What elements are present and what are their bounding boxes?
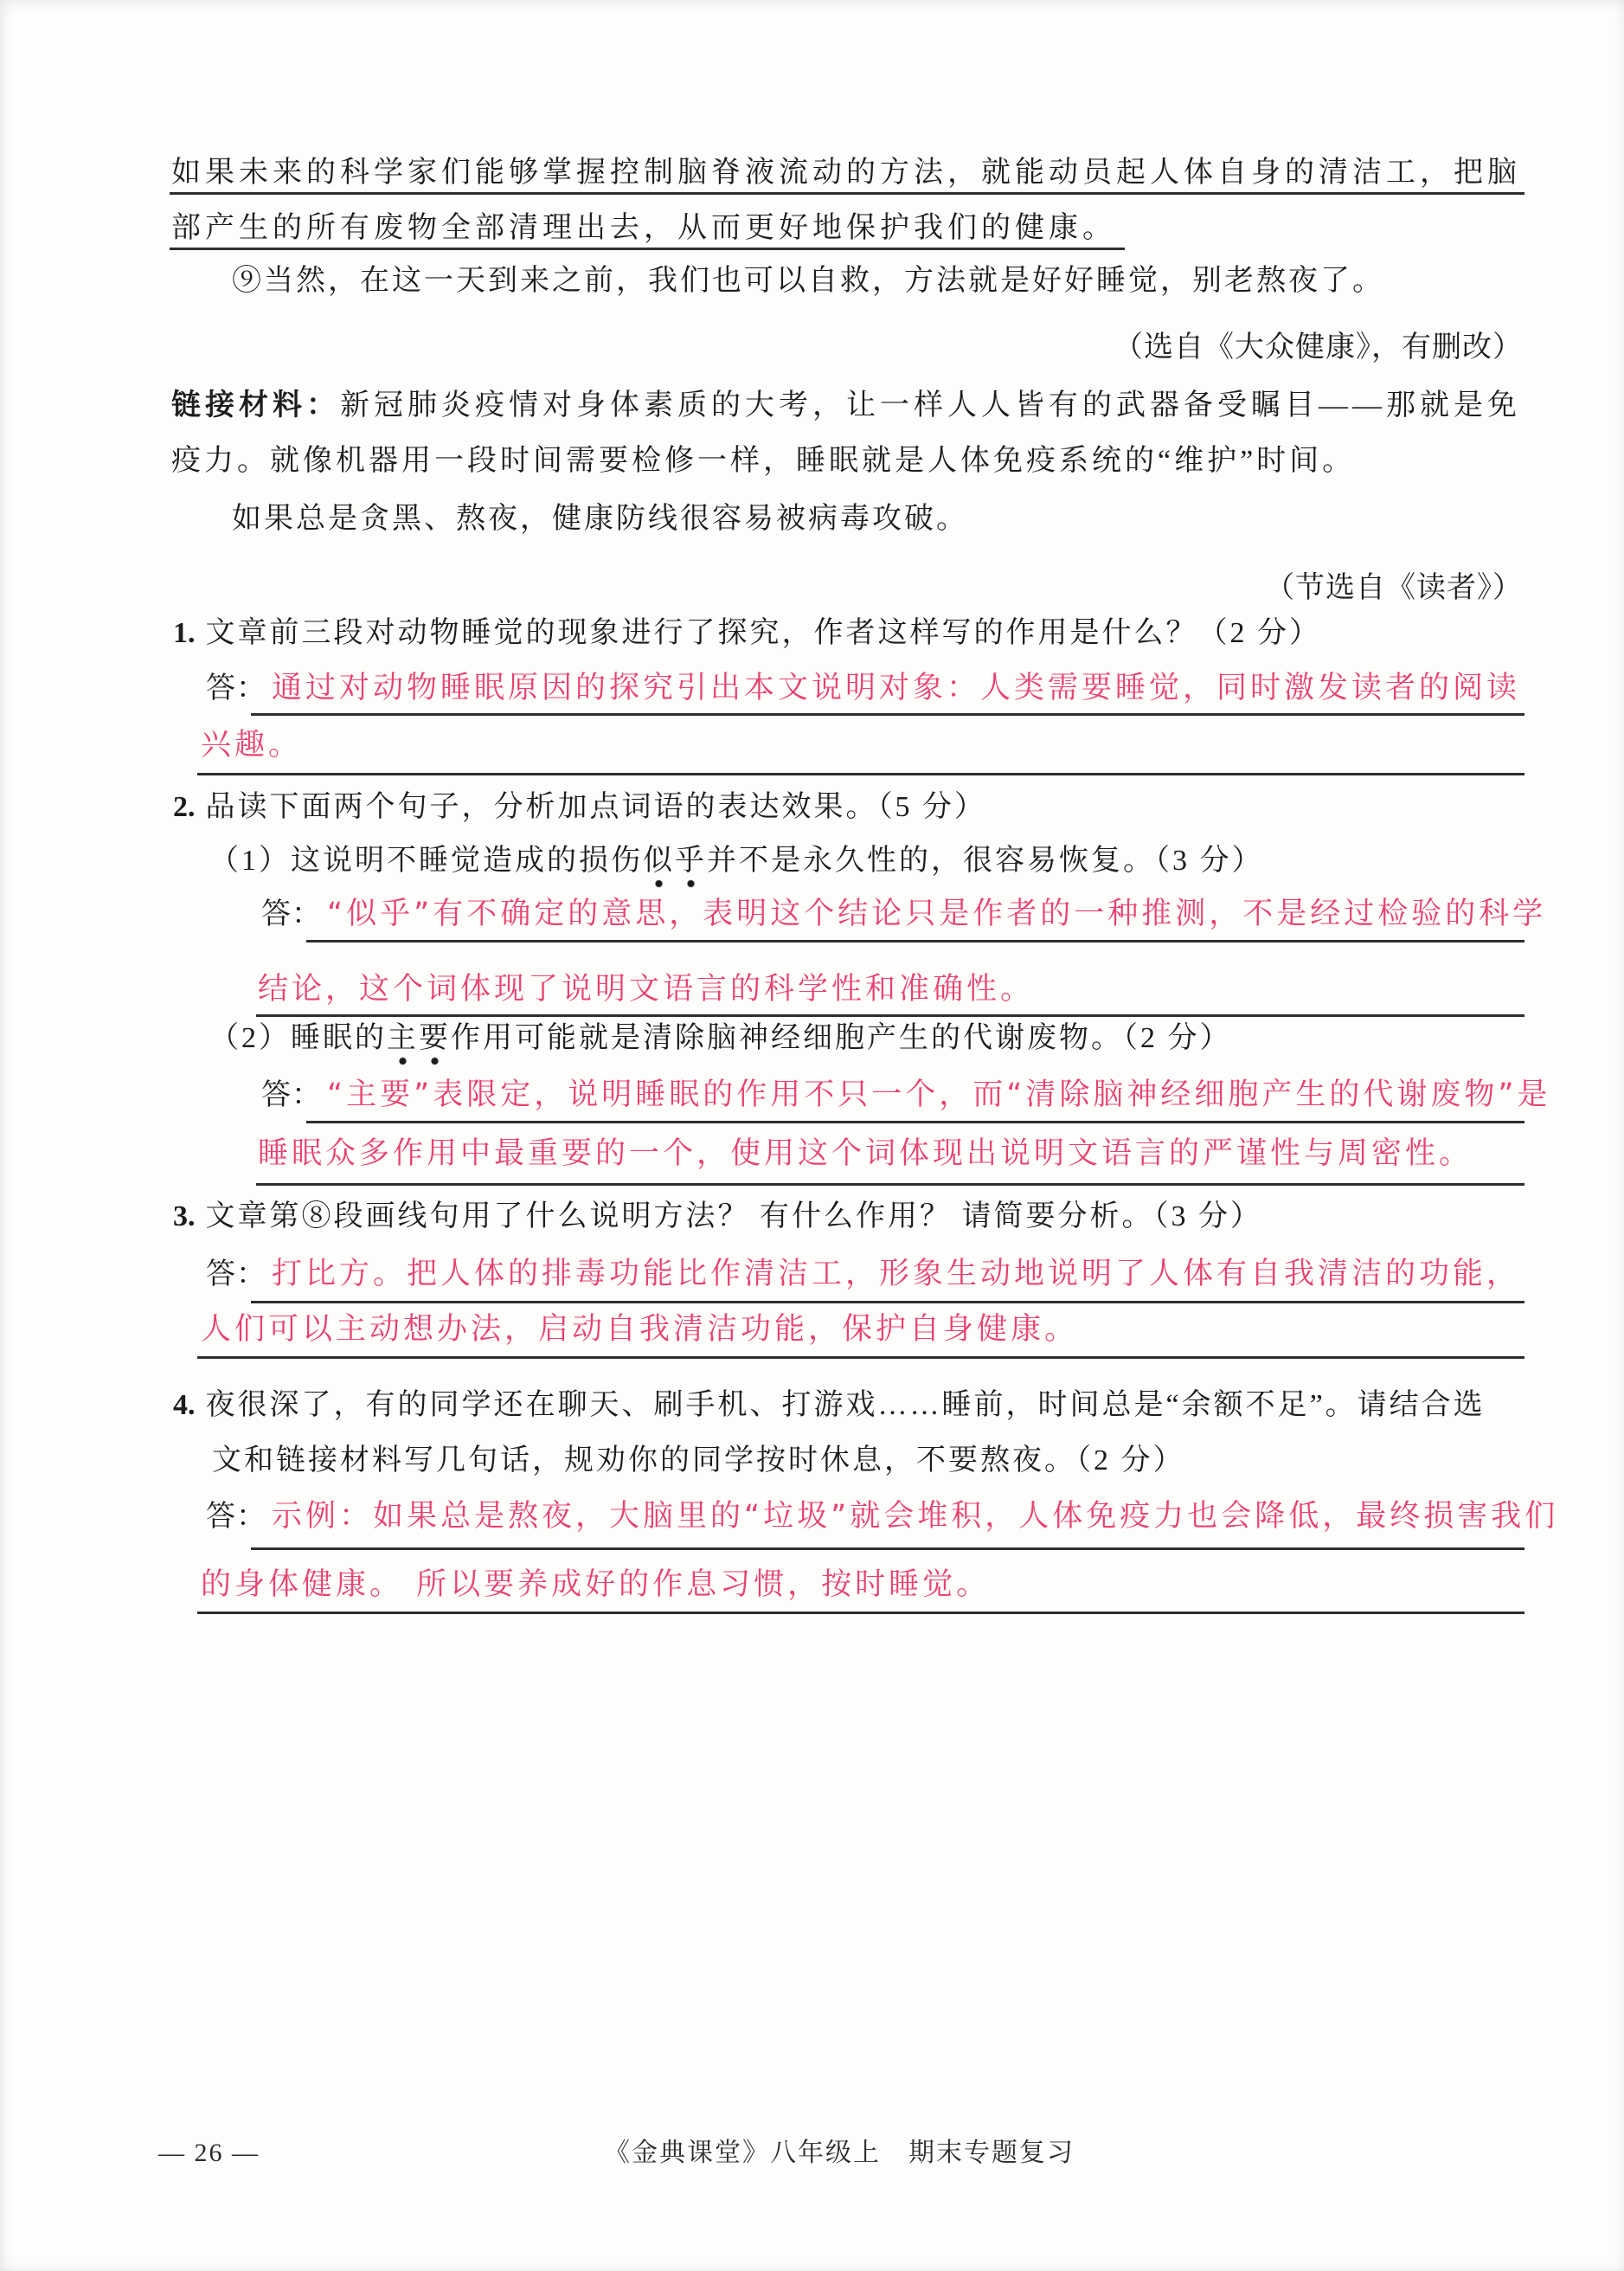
answer-text: “似乎”有不确定的意思，表明这个结论只是作者的一种推测，不是经过检验的科学 [327,897,1547,931]
link-material-line3: 如果总是贪黑、熬夜，健康防线很容易被病毒攻破。 [232,503,968,535]
question-2-sub1 [209,842,1264,880]
answer-rule [256,1183,1525,1186]
question-1-text: 文章前三段对动物睡觉的现象进行了探究，作者这样写的作用是什么？（2 分） [205,617,1321,649]
answer-rule [197,1612,1525,1614]
answer-rule [251,713,1525,716]
answer-rule [251,1547,1525,1550]
question-3-answer-line1 [206,1255,1520,1294]
passage-para8-line1: 如果未来的科学家们能够掌握控制脑脊液流动的方法，就能动员起人体自身的清洁工，把脑 [171,157,1521,189]
question-1 [173,614,1321,653]
passage-underline [170,248,1125,250]
sub2-emphasized-word: 主要 [387,1022,451,1066]
question-4-answer-line2: 的身体健康。 所以要养成好的作息习惯，按时睡觉。 [201,1567,991,1602]
answer-label: 答： [261,898,322,930]
question-4-answer-line1 [206,1497,1558,1536]
passage-para8-line2: 部产生的所有废物全部清理出去，从而更好地保护我们的健康。 [171,212,1116,244]
answer-text: 通过对动物睡眠原因的探究引出本文说明对象：人类需要睡觉，同时激发读者的阅读 [272,671,1521,705]
question-4-line1 [173,1386,1486,1425]
question-2-text: 品读下面两个句子，分析加点词语的表达效果。（5 分） [205,791,986,823]
question-2-sub1-answer-line2: 结论，这个词体现了说明文语言的科学性和准确性。 [258,972,1035,1007]
answer-label: 答： [206,672,266,704]
answer-label: 答： [206,1501,266,1533]
link-material-text1: 新冠肺炎疫情对身体素质的大考，让一样人人皆有的武器备受瞩目——那就是免 [340,389,1521,421]
question-3-answer-line2: 人们可以主动想办法，启动自我清洁功能，保护自身健康。 [201,1312,1079,1347]
answer-text: “主要”表限定，说明睡眠的作用不只一个，而“清除脑神经细胞产生的代谢废物”是 [327,1078,1551,1112]
link-material-label: 链接材料： [171,389,340,421]
question-3 [173,1198,1262,1236]
question-2-sub2-answer-line1 [261,1076,1551,1115]
question-1-answer-line1 [206,669,1520,708]
answer-rule [197,773,1525,775]
question-2-sub2 [209,1020,1232,1058]
answer-rule [306,1121,1525,1123]
question-2-number: 2. [173,791,196,823]
question-4-number: 4. [173,1389,196,1421]
sub1-post: 并不是永久性的，很容易恢复。（3 分） [707,845,1264,877]
page-number: — 26 — [158,2139,260,2167]
passage-source: （选自《大众健康》，有删改） [1114,331,1523,363]
question-2 [173,788,986,827]
sub1-emphasized-word: 似乎 [643,845,707,889]
question-4-text1: 夜很深了，有的同学还在聊天、刷手机、打游戏……睡前，时间总是“余额不足”。请结合选 [205,1389,1486,1421]
question-1-number: 1. [173,617,196,649]
question-4-line2: 文和链接材料写几句话，规劝你的同学按时休息，不要熬夜。（2 分） [212,1444,1185,1476]
question-1-answer-line2: 兴趣。 [201,728,303,762]
passage-para9: ⑨当然，在这一天到来之前，我们也可以自救，方法就是好好睡觉，别老熬夜了。 [232,265,1384,297]
answer-label: 答： [261,1079,322,1111]
answer-text: 示例：如果总是熬夜，大脑里的“垃圾”就会堆积，人体免疫力也会降低，最终损害我们 [272,1499,1559,1534]
answer-label: 答： [206,1258,266,1290]
link-material-line2: 疫力。就像机器用一段时间需要检修一样，睡眠就是人体免疫系统的“维护”时间。 [171,445,1356,477]
sub2-post: 作用可能就是清除脑神经细胞产生的代谢废物。（2 分） [451,1022,1232,1054]
link-material-source: （节选自《读者》） [1265,572,1523,604]
answer-rule [306,940,1525,942]
answer-rule [197,1356,1525,1359]
question-2-sub1-answer-line1 [261,895,1546,934]
question-3-number: 3. [173,1200,196,1232]
answer-rule [251,1301,1525,1303]
sub1-pre: （1）这说明不睡觉造成的损伤 [209,845,643,877]
answer-text: 打比方。把人体的排毒功能比作清洁工，形象生动地说明了人体有自我清洁的功能， [272,1257,1521,1291]
footer-book-title: 《金典课堂》八年级上 期末专题复习 [604,2139,1075,2167]
passage-underline [170,192,1525,195]
question-3-text: 文章第⑧段画线句用了什么说明方法？ 有什么作用？ 请简要分析。（3 分） [205,1200,1262,1232]
question-2-sub2-answer-line2: 睡眠众多作用中最重要的一个，使用这个词体现出说明文语言的严谨性与周密性。 [258,1136,1473,1171]
answer-rule [256,1014,1525,1017]
sub2-pre: （2）睡眠的 [209,1022,387,1054]
link-material-line1 [171,386,1521,425]
